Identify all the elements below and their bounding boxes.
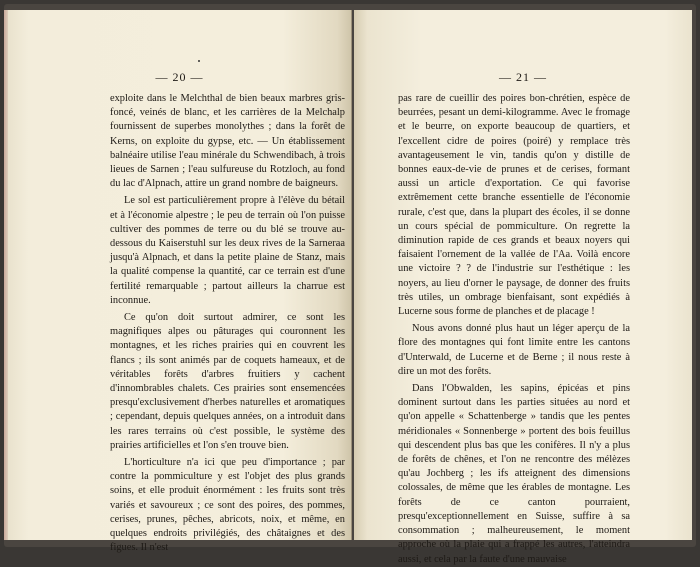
speck (198, 60, 200, 62)
page-number: — 20 — (155, 70, 204, 84)
paragraph: Ce qu'on doit surtout admirer, ce sont les magnifiques alpes ou pâturages qui couronnent les montagnes, et les riches prairies qui en couvrent les flancs ; ils sont animés par de coquets hameaux, et de véritables forêts d'arbres fruitiers y cachent d'innombrables chalets. Ces prairies sont ensemencées presqu'exclusivement d'herbes naturelles et aromatiques ; cependant, depuis quelques années, on a introduit dans les rares terrains où c'est possible, le système des prairies artificielles et l'on s'en trouve bien. (110, 312, 345, 451)
right-page (354, 10, 692, 565)
left-page (8, 10, 352, 554)
page-body (398, 92, 630, 567)
paragraph: Nous avons donné plus haut un léger aperçu de la flore des montagnes qui font limite entre les cantons d'Unterwald, de Lucerne et de Berne ; il nous reste à dire un mot des forêts. (398, 323, 630, 377)
page-number: — 21 — (499, 70, 547, 84)
paragraph: exploite dans le Melchthal de bien beaux marbres gris-foncé, veinés de blanc, et les carrières de la Melchalp fournissent de superbes monolythes ; dans la forêt de Kerns, on exploite du gypse, etc. — Un établissement balnéaire utilise l'eau minérale du Schwendibach, à trois lieues de Sarnen ; l'eau sulfureuse du Rotzloch, au fond du lac d'Alpnach, attire un grand nombre de baigneurs. (110, 93, 345, 190)
open-book (4, 4, 696, 565)
paragraph: pas rare de cueillir des poires bon-chrétien, espèce de beurrées, pesant un demi-kilogramme. Avec le fromage et le beurre, on exporte beaucoup de quartiers, et l'excellent cidre de poires (poiré) y remplace très avantageusement le vin, tandis qu'on y distille de bonnes eaux-de-vie de prunes et de cerises, formant aussi un article d'exportation. Ce qui favorise extrêmement cette branche essentielle de l'économie rurale, c'est que, dans la plupart des écoles, il se donne un cours spécial de pommiculture. On regrette la diminution rapide de ces grands et beaux noyers qui faisaient l'ornement de la vallée de l'Aa. Voilà encore une victoire ? ? de l'industrie sur l'esthétique : les noyers, au lieu d'orner le paysage, de donner des fruits très utiles, un ombrage bienfaisant, sont expédiés à Lucerne sous forme de planches et de placage ! (398, 93, 630, 318)
paragraph: Le sol est particulièrement propre à l'élève du bétail et à l'économie alpestre ; le peu de terrain où l'on puisse cultiver des pommes de terre ou du blé se trouve au-dessous du Kaiserstuhl sur les deux rives de la Sarneraa jusqu'à Alpnach, et dans la petite plaine de Stanz, mais la qualité compense la quantité, car ce terrain est d'une fertilité remarquable ; partout ailleurs la charrue est inconnue. (110, 195, 345, 306)
paragraph: L'horticulture n'a ici que peu d'importance ; par contre la pommiculture y est l'objet des plus grands soins, et elle produit énormément : les fruits sont très variés et savoureux ; ce sont des poires, des pommes, cerises, prunes, pêches, abricots, noix, et même, en quelques endroits privilégiés, des châtaignes et des figues. Il n'est (110, 457, 345, 554)
page-body (110, 92, 345, 556)
paragraph: Dans l'Obwalden, les sapins, épicéas et pins dominent surtout dans les parties situées au nord et qu'on appelle « Schattenberge » tandis que les pentes méridionales « Sonnenberge » portent des bois feuillus qui descendent plus bas que les conifères. Il n'y a plus de forêts de chênes, et l'on ne rencontre des mélèzes qu'au Jochberg ; les ifs atteignent des dimensions colossales, de même que les érables de montagne. Les forêts de ce canton pourraient, presqu'exceptionnellement en Suisse, suffire à sa consommation ; malheureusement, le moment approche où la plaie qui a frappé les autres, l'atteindra aussi, et cela par la faute d'une mauvaise (398, 383, 630, 565)
